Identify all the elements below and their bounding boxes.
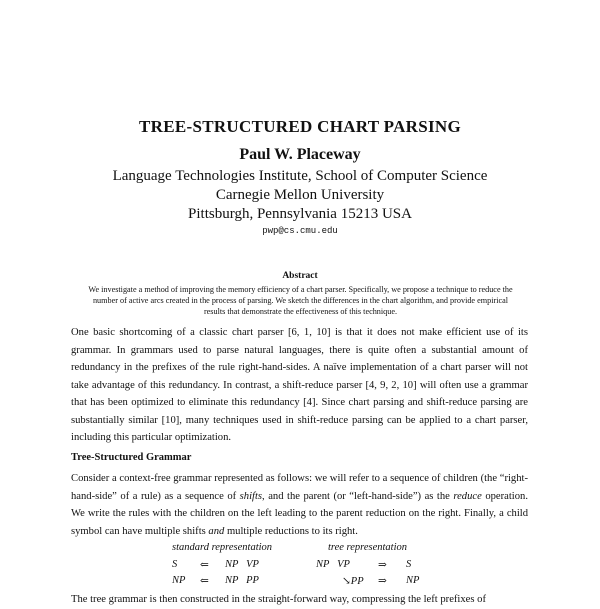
tree-row-1-arrow: ⇒	[378, 560, 387, 571]
affiliation-line-3: Pittsburgh, Pennsylvania 15213 USA	[188, 206, 412, 222]
standard-representation-heading: standard representation	[172, 542, 273, 553]
section-paragraph	[71, 470, 528, 540]
tree-row-1-left: NP VP	[316, 559, 350, 570]
section-heading: Tree-Structured Grammar	[71, 452, 192, 463]
intro-paragraph: One basic shortcoming of a classic chart parser [6, 1, 10] is that it does not make efficient use of its grammar. In grammars used to parse natural languages, there is quite often a substantial amount of redundancy in the prefixes of the rule right-hand-sides. A naïve implementation of a chart parser will not take advantage of this redundancy. In contrast, a shift-reduce parser [4, 9, 2, 10] will often use a grammar that has been optimized to eliminate this redundancy [4]. Since chart parsing and shift-reduce parsing are substantially similar [10], many techniques used in shift-reduce parsing can be applied to a chart parser, including this particular optimization.	[71, 327, 528, 443]
affiliation-line-1: Language Technologies Institute, School of Computer Science	[112, 168, 488, 184]
continuation-line: The tree grammar is then constructed in the straight-forward way, compressing the left prefixes of	[71, 594, 486, 605]
section-emphasis-reduce: reduce	[453, 490, 482, 502]
section-text-2: , and the parent (or “left-hand-side”) as the	[262, 490, 454, 502]
section-text-3: operation. We write the rules with the children on the left leading to the parent reduction on the right. Finally, a child symbol can have multiple shifts	[71, 490, 528, 537]
standard-row-2-rhs: NP PP	[225, 575, 259, 586]
standard-row-1-arrow: ⇐	[200, 560, 209, 571]
affiliation-line-2: Carnegie Mellon University	[215, 187, 385, 203]
section-text-4: multiple reductions to its right.	[224, 525, 358, 537]
standard-row-1-rhs: NP VP	[225, 559, 259, 570]
section-emphasis-and: and	[208, 525, 225, 537]
section-emphasis-shifts: shifts	[239, 490, 263, 502]
tree-row-2-right: NP	[406, 575, 420, 586]
section-text-1: Consider a context-free grammar represented as follows: we will refer to a sequence of children (the “right-hand-side” of a rule) as a sequence of	[71, 473, 528, 502]
tree-row-2-left: ↘PP	[342, 576, 364, 587]
tree-row-1-right: S	[406, 559, 412, 570]
author-name: Paul W. Placeway	[239, 146, 361, 163]
standard-row-2-arrow: ⇐	[200, 576, 209, 587]
abstract-text: We investigate a method of improving the memory efficiency of a chart parser. Specifically, we propose a technique to reduce the number of active arcs created in the process of parsing. We sketch the differences in the chart algorithm, and provide empirical results that demonstrate the effectiveness of this technique.	[88, 285, 513, 316]
standard-row-1-lhs: S	[172, 559, 178, 570]
author-email[interactable]: pwp@cs.cmu.edu	[262, 226, 338, 236]
abstract-heading: Abstract	[282, 271, 318, 281]
paper-title: TREE-STRUCTURED CHART PARSING	[138, 117, 462, 136]
tree-row-2-arrow: ⇒	[378, 576, 387, 587]
tree-representation-heading: tree representation	[328, 542, 408, 553]
standard-row-2-lhs: NP	[172, 575, 186, 586]
